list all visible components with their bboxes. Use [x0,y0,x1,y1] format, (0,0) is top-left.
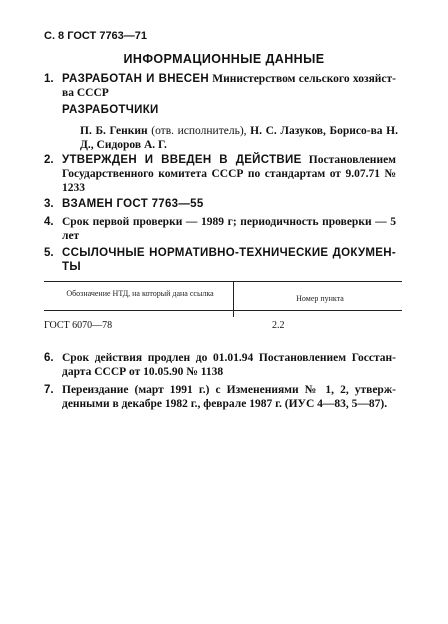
section-7 [44,383,396,411]
section-2-lead: УТВЕРЖДЕН И ВВЕДЕН В ДЕЙСТВИЕ [62,154,302,166]
section-4 [44,215,396,243]
section-5-lead: ССЫЛОЧНЫЕ НОРМАТИВНО-ТЕХНИЧЕСКИЕ ДОКУМЕН-ТЫ [62,247,396,273]
section-6-number: 6. [44,352,54,364]
section-2-text: Постановлением Государственного комитета СССР по стандартам от 9.07.71 № 1233 [62,154,397,194]
section-1 [44,72,396,100]
page-title: ИНФОРМАЦИОННЫЕ ДАННЫЕ [123,52,325,66]
section-2-number: 2. [44,154,54,166]
section-3-number: 3. [44,198,54,210]
table-header-document: Обозначение НТД, на который дана ссылка [66,289,214,298]
section-7-text: Переиздание (март 1991 г.) с Изменениями № 1, 2, утверж-денными в декабре 1982 г., феврале 1987 г. (ИУС 4—83, 5—87). [62,384,396,410]
table-column-divider [233,281,234,317]
section-7-number: 7. [44,384,54,396]
developer-role: (отв. исполнитель), [147,125,251,137]
section-1-number: 1. [44,73,54,85]
section-1-text: Министерством сельского хозяйст-ва СССР [62,73,396,99]
table-header-rule [44,310,402,311]
developer-lead: П. Б. Генкин [80,125,148,137]
section-3 [44,197,396,211]
table-cell-clause: 2.2 [272,320,285,331]
developer-others: Н. С. Лазуков, Борисо-ва Н. Д., Сидоров А. Г. [80,125,398,151]
page-header: С. 8 ГОСТ 7763—71 [44,30,148,42]
section-5 [44,246,396,274]
developers-list [80,124,398,152]
section-5-number: 5. [44,247,54,259]
section-6-text: Срок действия продлен до 01.01.94 Постановлением Госстан-дарта СССР от 10.05.90 № 1138 [62,352,396,378]
section-4-number: 4. [44,216,54,228]
section-2 [44,153,396,195]
table-header-clause: Номер пункта [296,294,344,303]
table-cell-document: ГОСТ 6070—78 [44,320,113,331]
developers-heading: РАЗРАБОТЧИКИ [62,104,159,116]
section-3-lead: ВЗАМЕН ГОСТ 7763—55 [62,198,204,210]
section-4-text: Срок первой проверки — 1989 г; периодичность проверки — 5 лет [62,216,396,242]
table-top-rule [44,281,402,282]
section-6 [44,351,396,379]
section-1-lead: РАЗРАБОТАН И ВНЕСЕН [62,73,209,85]
